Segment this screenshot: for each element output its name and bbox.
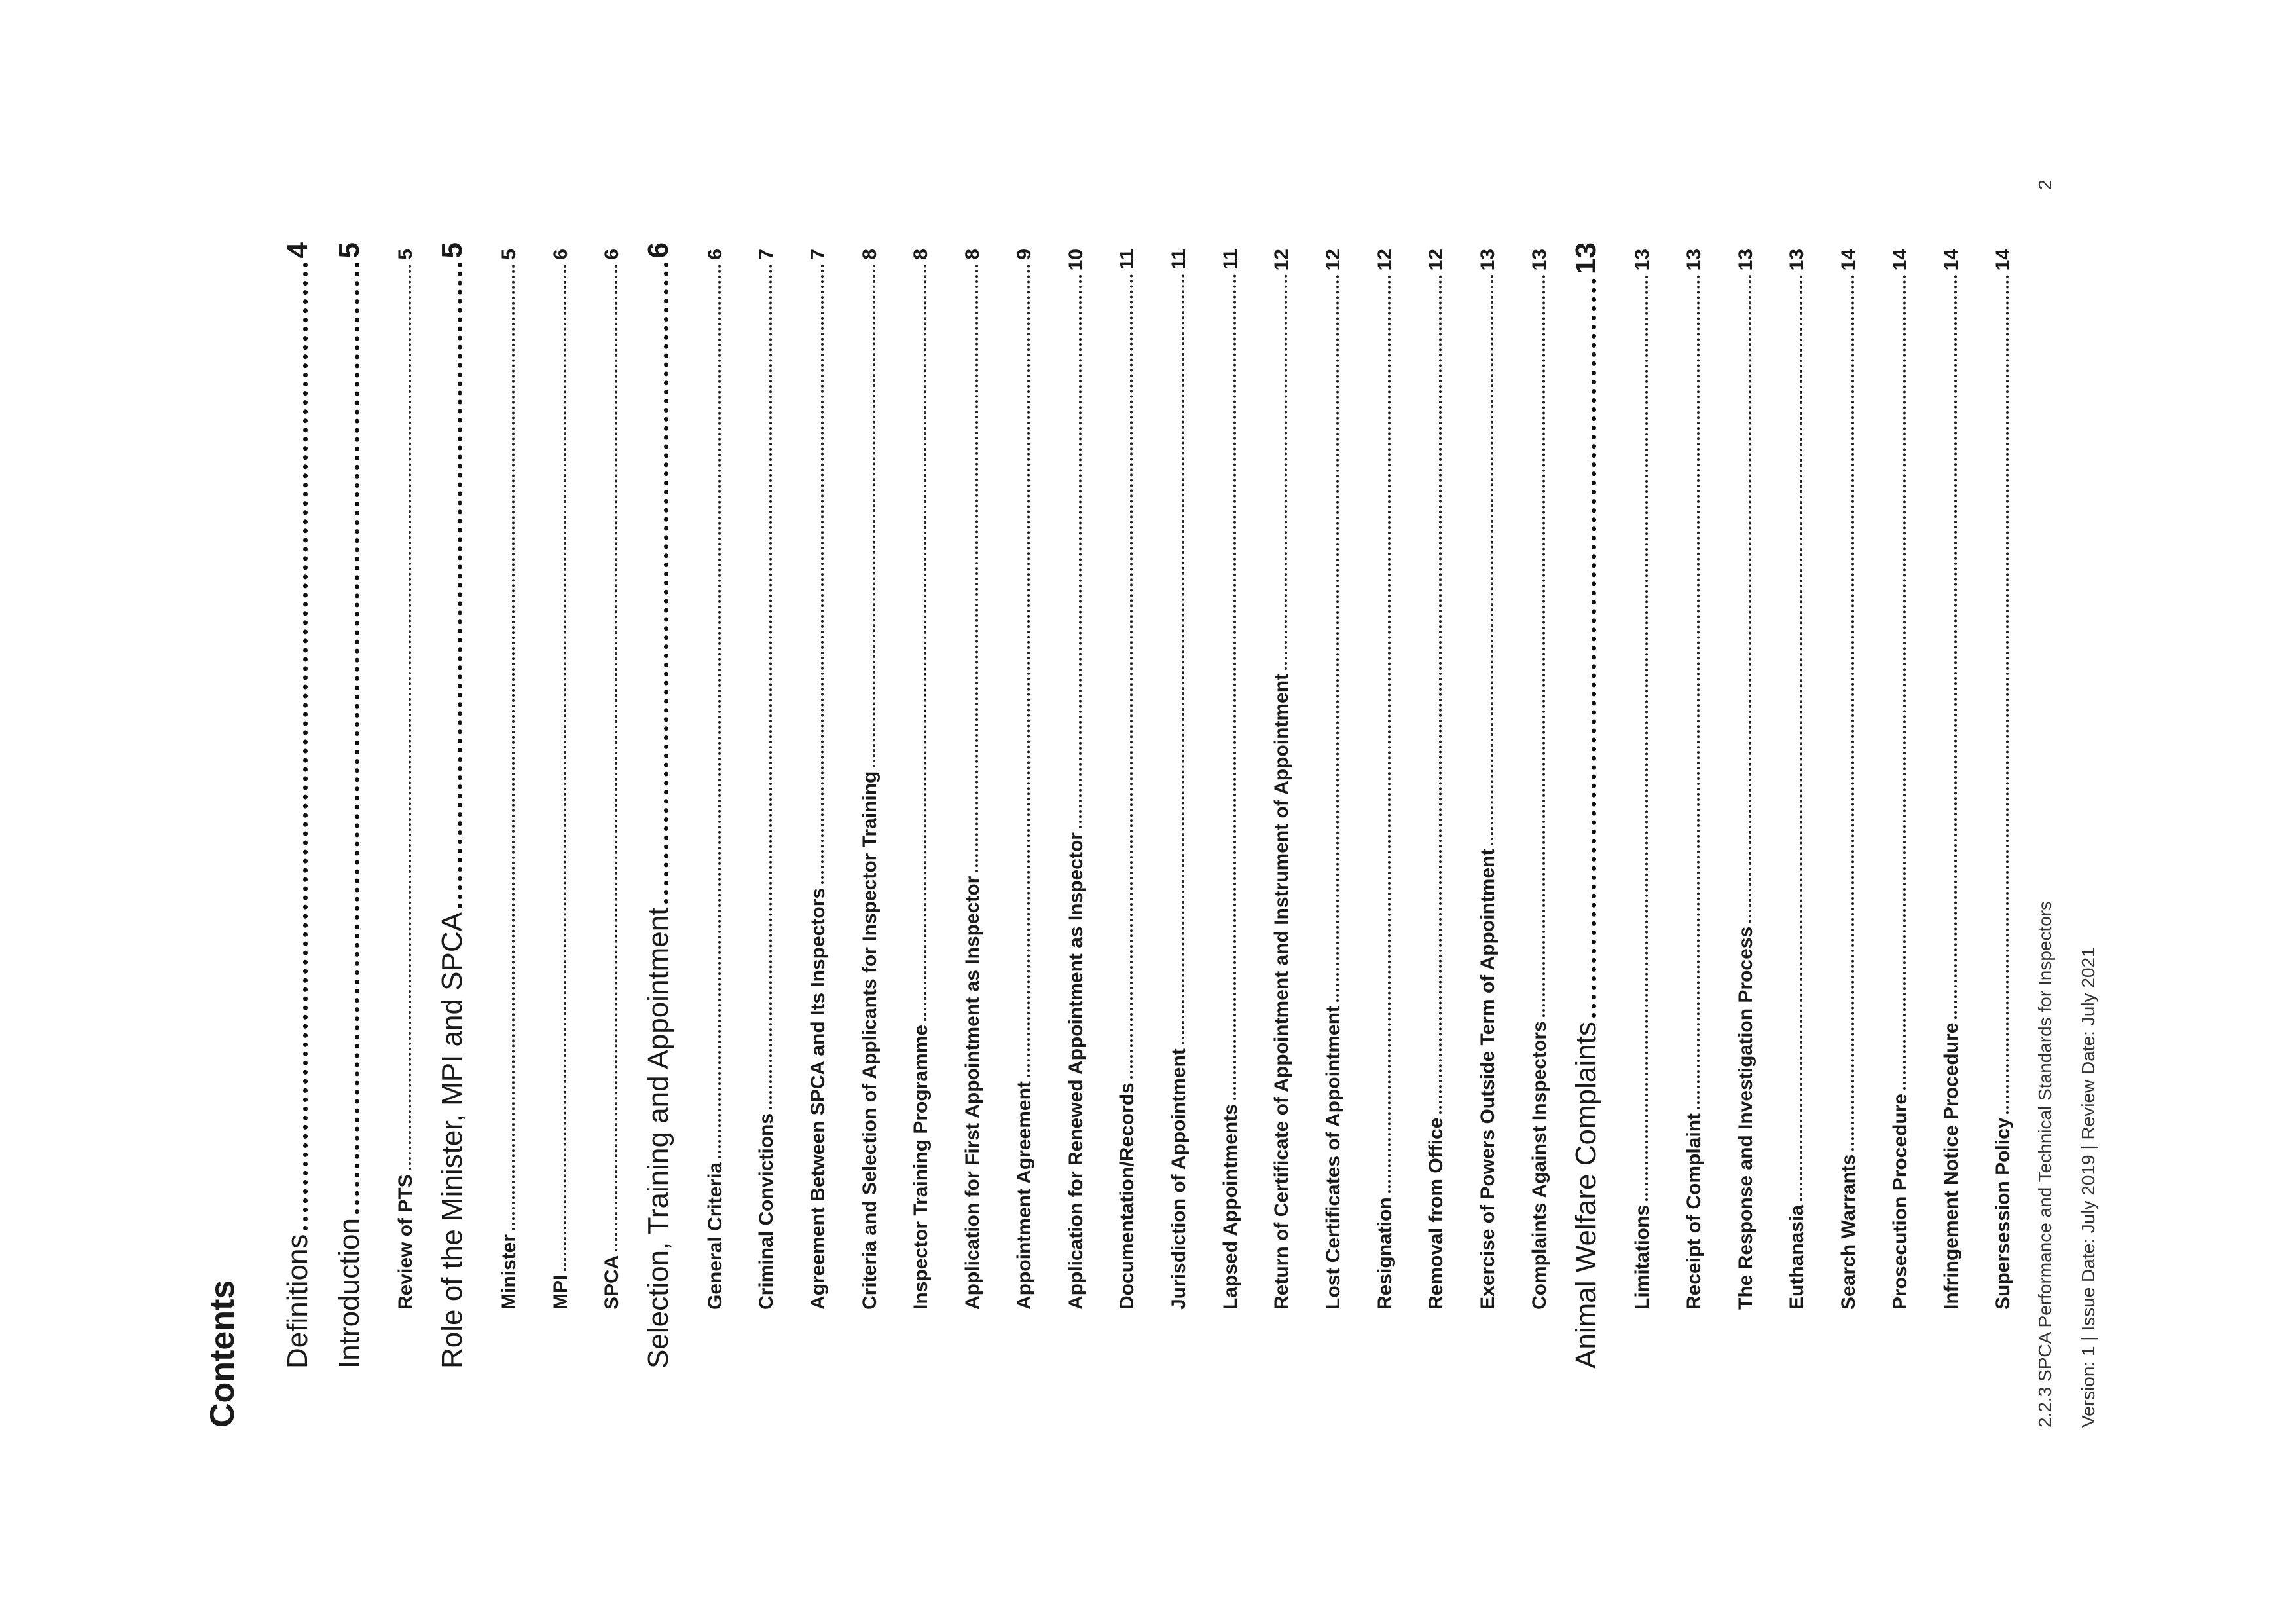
toc-dot-leader [564,264,566,1271]
toc-entry-page: 13 [1477,249,1499,271]
toc-entry-page: 12 [1425,249,1448,271]
toc-entry-page: 14 [1889,249,1911,271]
toc-entry-label: Agreement Between SPCA and Its Inspectors [807,887,829,1310]
toc-entry-label: Jurisdiction of Appointment [1167,1048,1190,1310]
toc-entry-label: Lost Certificates of Appointment [1322,1006,1344,1310]
toc-entry-page: 4 [282,242,314,259]
toc-entry-label: Prosecution Procedure [1889,1093,1911,1310]
toc-entry-page: 6 [642,242,674,259]
toc-dot-leader [1800,274,1802,1201]
toc-entry-label: Resignation [1374,1197,1396,1310]
toc-entry-label: Euthanasia [1786,1204,1808,1310]
toc-dot-leader [2006,274,2009,1113]
toc-entry-label: Return of Certificate of Appointment and Instrument of Appointment [1271,673,1293,1310]
toc-entry-label: MPI [549,1274,572,1310]
toc-dot-leader [769,264,772,1109]
toc-entry[interactable] [481,249,520,1310]
toc-entry[interactable] [1821,249,1860,1310]
toc-dot-leader [873,264,875,767]
toc-entry[interactable] [1048,249,1087,1310]
toc-dot-leader [458,262,462,908]
page-title: Contents [204,1280,242,1428]
toc-entry-page: 5 [436,242,469,259]
toc-entry-label: Documentation/Records [1116,1082,1139,1310]
toc-entry[interactable] [1254,249,1293,1310]
toc-entry-label: Supersession Policy [1992,1117,2014,1310]
toc-entry[interactable] [790,249,829,1310]
toc-entry-page: 13 [1683,249,1705,271]
toc-entry[interactable] [275,242,314,1369]
toc-entry-label: Criminal Convictions [756,1113,778,1310]
toc-entry[interactable] [1975,249,2014,1310]
toc-dot-leader [1336,274,1339,1002]
toc-entry-label: Minister [498,1234,520,1310]
toc-entry-label: Introduction [333,1218,365,1369]
toc-entry[interactable] [687,249,727,1310]
toc-dot-leader [1027,264,1030,1077]
toc-entry-label: Removal from Office [1425,1117,1448,1310]
toc-entry-page: 7 [807,249,829,260]
toc-entry[interactable] [1718,249,1757,1310]
toc-entry[interactable] [1769,249,1808,1310]
toc-dot-leader [1697,274,1700,1109]
toc-entry-page: 13 [1569,242,1602,274]
toc-entry[interactable] [584,249,623,1310]
toc-entry[interactable] [1666,249,1705,1310]
toc-dot-leader [1491,274,1493,845]
toc-dot-leader [1233,274,1236,1100]
toc-entry[interactable] [738,249,778,1310]
toc-dot-leader [355,262,359,1214]
toc-entry-page: 6 [601,249,623,260]
toc-entry-page: 6 [549,249,572,260]
toc-dot-leader [615,264,617,1251]
toc-entry[interactable] [1203,249,1242,1310]
footer-version-info: Version: 1 | Issue Date: July 2019 | Review Date: July 2021 [2077,947,2098,1428]
toc-entry[interactable] [429,242,469,1369]
toc-entry-label: The Response and Investigation Process [1734,926,1757,1310]
toc-dot-leader [409,264,411,1171]
toc-entry-label: Complaints Against Inspectors [1528,1021,1550,1310]
toc-entry-page: 10 [1065,249,1087,271]
toc-entry[interactable] [842,249,881,1310]
toc-dot-leader [1130,274,1133,1079]
toc-entry[interactable] [378,249,417,1310]
toc-entry-page: 13 [1786,249,1808,271]
toc-entry[interactable] [945,249,984,1310]
toc-dot-leader [1592,278,1596,1018]
toc-entry[interactable] [1563,242,1603,1369]
toc-dot-leader [1182,274,1184,1044]
toc-entry-page: 13 [1734,249,1757,271]
toc-entry-label: Selection, Training and Appointment [642,907,674,1369]
toc-dot-leader [718,264,721,1158]
toc-entry[interactable] [1357,249,1396,1310]
toc-entry-page: 8 [858,249,881,260]
toc-dot-leader [1954,274,1957,1018]
toc-entry-label: SPCA [601,1255,623,1310]
toc-dot-leader [975,264,978,872]
toc-entry-page: 12 [1374,249,1396,271]
toc-entry-label: Search Warrants [1838,1154,1859,1310]
toc-entry[interactable] [1923,249,1963,1310]
toc-dot-leader [1851,274,1854,1150]
toc-entry-label: Application for First Appointment as Inspector [962,876,984,1310]
toc-entry[interactable] [636,242,675,1369]
toc-entry[interactable] [1872,249,1912,1310]
toc-dot-leader [1285,274,1287,670]
toc-dot-leader [1439,274,1442,1113]
toc-entry-page: 13 [1528,249,1550,271]
toc-entry[interactable] [1614,249,1654,1310]
toc-entry-page: 14 [1838,249,1859,271]
toc-entry-page: 11 [1219,249,1241,270]
toc-entry-label: Animal Welfare Complaints [1569,1022,1602,1369]
toc-dot-leader [1388,274,1391,1193]
toc-entry-label: Review of PTS [395,1174,417,1310]
toc-dot-leader [1079,274,1082,828]
toc-dot-leader [1749,274,1751,922]
toc-entry-page: 11 [1116,249,1139,270]
toc-entry-label: Definitions [282,1234,314,1369]
toc-dot-leader [1542,274,1545,1017]
toc-entry[interactable] [327,242,366,1369]
toc-entry[interactable] [893,249,932,1310]
toc-dot-leader [512,264,515,1230]
toc-entry-page: 14 [1941,249,1963,271]
toc-entry[interactable] [996,249,1036,1310]
toc-entry-page: 11 [1167,249,1190,270]
toc-entry[interactable] [1151,249,1190,1310]
toc-entry[interactable] [533,249,572,1310]
toc-entry-page: 5 [498,249,520,260]
toc-entry-page: 13 [1631,249,1654,271]
toc-entry[interactable] [1099,249,1139,1310]
toc-entry-page: 8 [910,249,932,260]
toc-dot-leader [821,264,824,884]
toc-entry-label: Limitations [1631,1204,1654,1310]
footer-page-number: 2 [2034,179,2055,190]
toc-entry-label: Appointment Agreement [1013,1081,1035,1310]
toc-entry-label: Role of the Minister, MPI and SPCA [436,912,469,1369]
toc-entry[interactable] [1512,249,1551,1310]
toc-entry-page: 6 [704,249,726,260]
toc-entry-page: 5 [395,249,417,260]
toc-entry[interactable] [1460,249,1499,1310]
toc-entry-label: Exercise of Powers Outside Term of Appointment [1477,849,1499,1310]
toc-dot-leader [924,264,926,1021]
toc-dot-leader [1645,274,1648,1201]
toc-entry-label: Infringement Notice Procedure [1941,1022,1963,1310]
toc-entry[interactable] [1305,249,1345,1310]
toc-dot-leader [1903,274,1906,1090]
toc-dot-leader [303,262,308,1230]
toc-entry-label: Criteria and Selection of Applicants for Inspector Training [858,771,881,1310]
toc-entry-label: Lapsed Appointments [1219,1104,1241,1310]
toc-entry-page: 12 [1271,249,1293,271]
toc-entry[interactable] [1408,249,1448,1310]
toc-entry-label: Inspector Training Programme [910,1024,932,1310]
toc-entry-page: 9 [1013,249,1035,260]
toc-entry-page: 5 [333,242,365,259]
toc-entry-label: Receipt of Complaint [1683,1113,1705,1310]
document-page [203,179,2296,1428]
toc-entry-page: 12 [1322,249,1344,271]
toc-entry-label: General Criteria [704,1162,726,1310]
toc-entry-label: Application for Renewed Appointment as Inspector [1065,832,1087,1310]
toc-dot-leader [664,262,668,903]
toc-entry-page: 14 [1992,249,2014,271]
toc-entry-page: 7 [756,249,778,260]
toc-entry-page: 8 [962,249,984,260]
footer-doc-title: 2.2.3 SPCA Performance and Technical Standards for Inspectors [2034,900,2055,1428]
